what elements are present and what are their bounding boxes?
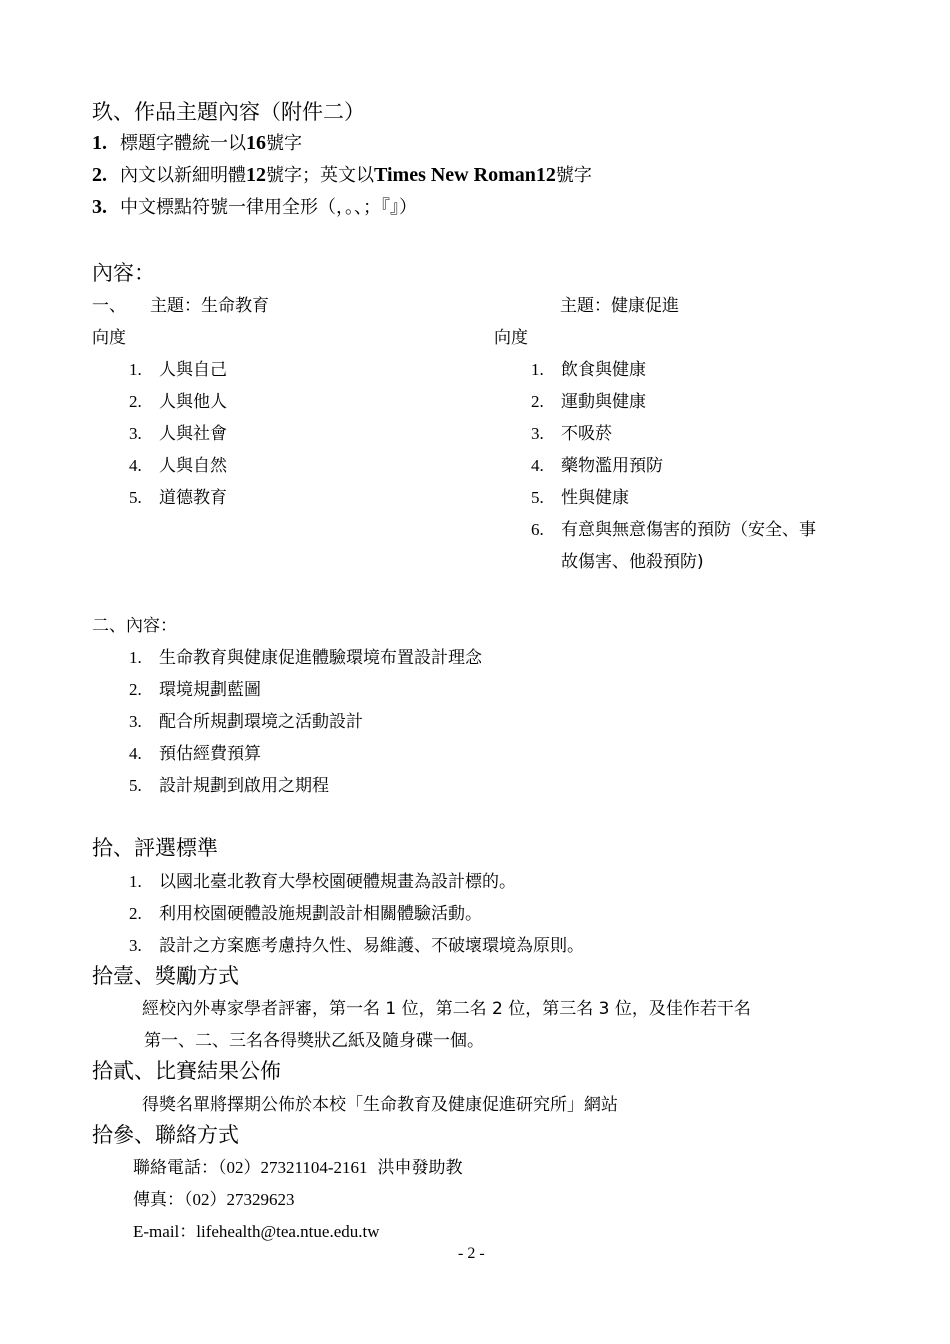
list-item-continuation: 故傷害、他殺預防): [561, 552, 704, 572]
list-item: 2. 人與他人: [129, 392, 227, 412]
right-dimension: 向度: [494, 328, 528, 348]
contact-phone: 聯絡電話：（02）27321104-2161 洪申發助教: [133, 1158, 463, 1178]
list-item: 2. 利用校園硬體設施規劃設計相關體驗活動。: [129, 904, 482, 924]
rule-1: 1. 標題字體統一以16號字: [92, 132, 302, 154]
rule-3: 3. 中文標點符號一律用全形（，。、；『』）: [92, 196, 417, 218]
page-number: - 2 -: [458, 1245, 485, 1262]
rule-2: 2. 內文以新細明體12號字；英文以Times New Roman12號字: [92, 164, 592, 186]
list-item: 5. 道德教育: [129, 488, 227, 508]
section10-heading: 拾、評選標準: [92, 836, 218, 860]
list-item: 4. 人與自然: [129, 456, 227, 476]
contact-fax: 傳真：（02）27329623: [133, 1190, 295, 1210]
rule-3-number: 3.: [92, 196, 107, 218]
list-item: 5. 性與健康: [531, 488, 629, 508]
list-item: 1. 人與自己: [129, 360, 227, 380]
list-item: 2. 環境規劃藍圖: [129, 680, 261, 700]
section9-heading: 玖、作品主題內容（附件二）: [92, 100, 365, 124]
content-heading: 內容：: [92, 261, 155, 285]
list-item: 1. 飲食與健康: [531, 360, 646, 380]
part2-heading: 二、內容：: [92, 616, 177, 636]
rule-1-number: 1.: [92, 132, 107, 154]
list-item: 3. 配合所規劃環境之活動設計: [129, 712, 363, 732]
list-item: 1. 生命教育與健康促進體驗環境布置設計理念: [129, 648, 482, 668]
part1-label: 一、: [92, 296, 126, 316]
results-text: 得獎名單將擇期公佈於本校「生命教育及健康促進研究所」網站: [142, 1095, 618, 1115]
list-item: 3. 不吸菸: [531, 424, 612, 444]
contact-email: E-mail：lifehealth@tea.ntue.edu.tw: [133, 1222, 380, 1241]
section12-heading: 拾貳、比賽結果公佈: [92, 1059, 281, 1083]
list-item: 1. 以國北臺北教育大學校園硬體規畫為設計標的。: [129, 872, 516, 892]
left-dimension: 向度: [92, 328, 126, 348]
list-item: 4. 藥物濫用預防: [531, 456, 663, 476]
list-item: 3. 人與社會: [129, 424, 227, 444]
list-item: 3. 設計之方案應考慮持久性、易維護、不破壞環境為原則。: [129, 936, 584, 956]
right-theme: 主題：健康促進: [560, 296, 679, 316]
rule-2-number: 2.: [92, 164, 107, 186]
list-item: 2. 運動與健康: [531, 392, 646, 412]
list-item: 5. 設計規劃到啟用之期程: [129, 776, 329, 796]
section11-heading: 拾壹、獎勵方式: [92, 964, 239, 988]
left-theme: 主題：生命教育: [150, 296, 269, 316]
list-item: 4. 預估經費預算: [129, 744, 261, 764]
award-text-line2: 第一、二、三名各得獎狀乙紙及隨身碟一個。: [144, 1031, 484, 1051]
section13-heading: 拾參、聯絡方式: [92, 1123, 239, 1147]
award-text-line1: 經校內外專家學者評審，第一名 1 位，第二名 2 位，第三名 3 位，及佳作若干名: [142, 999, 751, 1019]
list-item: 6. 有意與無意傷害的預防（安全、事: [531, 520, 816, 540]
